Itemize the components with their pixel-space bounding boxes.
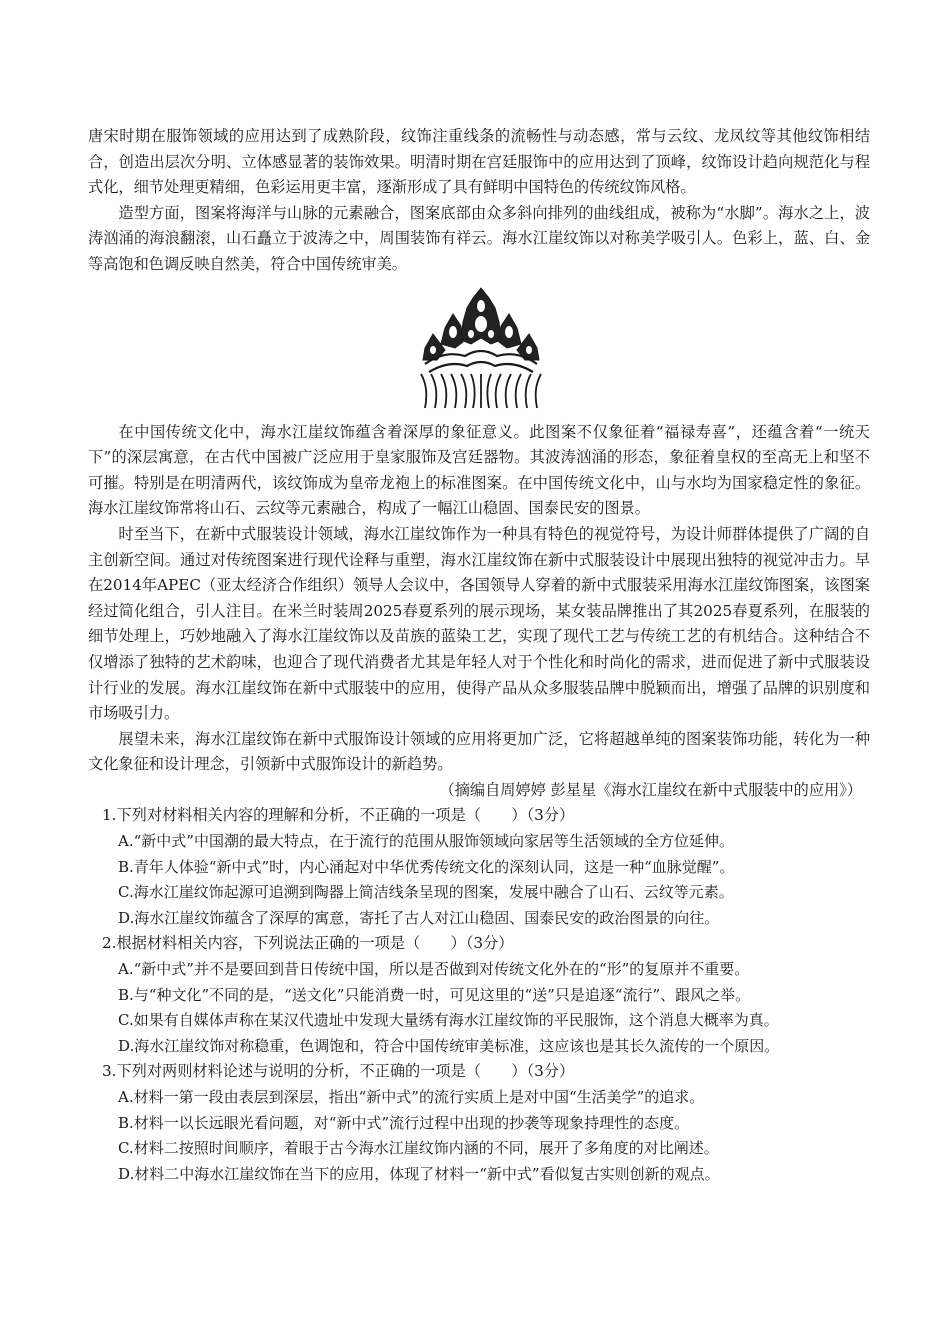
question-stem: 1.下列对材料相关内容的理解和分析，不正确的一项是（ ）（3分） bbox=[102, 806, 575, 825]
question-2 bbox=[88, 931, 870, 1059]
paragraph-5: 展望未来，海水江崖纹饰在新中式服饰设计领域的应用将更加广泛，它将超越单纯的图案装饰功能，转化为一种文化象征和设计理念，引领新中式服饰设计的新趋势。 bbox=[88, 729, 870, 774]
haishui-jiangya-pattern-figure bbox=[88, 280, 870, 414]
option-b: B.材料一以长远眼光看问题，对“新中式”流行过程中出现的抄袭等现象持理性的态度。 bbox=[118, 1113, 690, 1132]
option-c: C.海水江崖纹饰起源可追溯到陶器上简洁线条呈现的图案，发展中融合了山石、云纹等元素。 bbox=[118, 883, 734, 902]
option-d: D.海水江崖纹饰蕴含了深厚的寓意，寄托了古人对江山稳固、国泰民安的政治图景的向往。 bbox=[118, 908, 720, 927]
paragraph-2: 造型方面，图案将海洋与山脉的元素融合，图案底部由众多斜向排列的曲线组成，被称为“水脚”。海水之上，波涛汹涌的海浪翻滚，山石矗立于波涛之中，周围装饰有祥云。海水江崖纹饰以对称美学吸引人。色彩上，蓝、白、金等高饱和色调反映自然美，符合中国传统审美。 bbox=[88, 203, 870, 273]
question-3 bbox=[88, 1059, 870, 1187]
option-d: D.材料二中海水江崖纹饰在当下的应用，体现了材料一“新中式”看似复古实则创新的观点。 bbox=[118, 1164, 720, 1183]
question-stem: 3.下列对两则材料论述与说明的分析，不正确的一项是（ ）（3分） bbox=[102, 1062, 575, 1081]
paragraph-4: 时至当下，在新中式服装设计领域，海水江崖纹饰作为一种具有特色的视觉符号，为设计师群体提供了广阔的自主创新空间。通过对传统图案进行现代诠释与重塑，海水江崖纹饰在新中式服装设计中展现出独特的视觉冲击力。早在2014年APEC（亚太经济合作组织）领导人会议中，各国领导人穿着的新中式服装采用海水江崖纹饰图案，该图案经过简化组合，引人注目。在米兰时装周2025春夏系列的展示现场，某女装品牌推出了其2025春夏系列，在服装的细节处理上，巧妙地融入了海水江崖纹饰以及苗族的蓝染工艺，实现了现代工艺与传统工艺的有机结合。这种结合不仅增添了独特的艺术韵味，也迎合了现代消费者尤其是年轻人对于个性化和时尚化的需求，进而促进了新中式服装设计行业的发展。海水江崖纹饰在新中式服装中的应用，使得产品从众多服装品牌中脱颖而出，增强了品牌的识别度和市场吸引力。 bbox=[88, 524, 870, 723]
option-a: A.材料一第一段由表层到深层，指出“新中式”的流行实质上是对中国“生活美学”的追求。 bbox=[118, 1088, 705, 1106]
option-b: B.青年人体验“新中式”时，内心涌起对中华优秀传统文化的深刻认同，这是一种“血脉觉醒”。 bbox=[118, 857, 735, 876]
option-c: C.材料二按照时间顺序，着眼于古今海水江崖纹饰内涵的不同，展开了多角度的对比阐述。 bbox=[118, 1139, 719, 1158]
wave-mountain-pattern-image bbox=[415, 284, 547, 410]
question-1 bbox=[88, 803, 870, 931]
paragraph-3: 在中国传统文化中，海水江崖纹饰蕴含着深厚的象征意义。此图案不仅象征着“福禄寿喜”，还蕴含着“一统天下”的深层寓意，在古代中国被广泛应用于皇家服饰及宫廷器物。其波涛汹涌的形态，象征着皇权的至高无上和坚不可摧。特别是在明清两代，该纹饰成为皇帝龙袍上的标准图案。在中国传统文化中，山与水均为国家稳定性的象征。海水江崖纹饰常将山石、云纹等元素融合，构成了一幅江山稳固、国泰民安的图景。 bbox=[88, 422, 870, 518]
option-a: A.“新中式”中国潮的最大特点，在于流行的范围从服饰领域向家居等生活领域的全方位延伸。 bbox=[118, 832, 734, 851]
paragraph-1: 唐宋时期在服饰领域的应用达到了成熟阶段，纹饰注重线条的流畅性与动态感，常与云纹、龙凤纹等其他纹饰相结合，创造出层次分明、立体感显著的装饰效果。明清时期在宫廷服饰中的应用达到了顶峰，纹饰设计趋向规范化与程式化，细节处理更精细，色彩运用更丰富，逐渐形成了具有鲜明中国特色的传统纹饰风格。 bbox=[88, 127, 870, 197]
document-page bbox=[88, 124, 870, 1187]
option-c: C.如果有自媒体声称在某汉代遗址中发现大量绣有海水江崖纹饰的平民服饰，这个消息大概率为真。 bbox=[118, 1011, 779, 1030]
option-a: A.“新中式”并不是要回到昔日传统中国，所以是否做到对传统文化外在的“形”的复原并不重要。 bbox=[118, 960, 750, 979]
question-stem: 2.根据材料相关内容，下列说法正确的一项是（ ）（3分） bbox=[102, 934, 514, 953]
source-citation: （摘编自周婷婷 彭星星《海水江崖纹在新中式服装中的应用》） bbox=[439, 780, 862, 799]
option-d: D.海水江崖纹饰对称稳重，色调饱和，符合中国传统审美标准，这应该也是其长久流传的一个原因。 bbox=[118, 1036, 780, 1055]
option-b: B.与“种文化”不同的是，“送文化”只能消费一时，可见这里的“送”只是追逐“流行”、跟风之举。 bbox=[118, 985, 751, 1004]
